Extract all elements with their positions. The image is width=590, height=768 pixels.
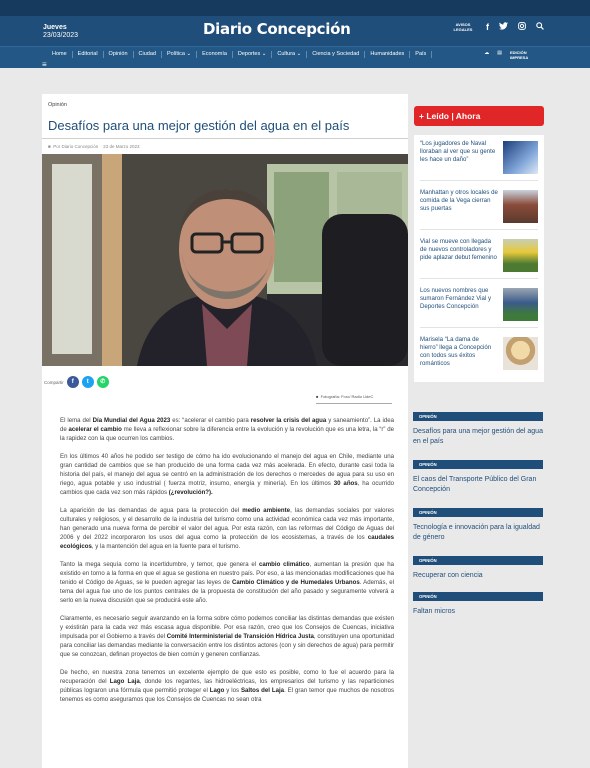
instagram-icon[interactable] — [518, 22, 526, 32]
most-read-header: + Leído | Ahora — [414, 106, 544, 126]
article-paragraph: El lema del Día Mundial del Agua 2023 es: “acelerar el cambio para resolver la crisis del agua y saneamiento”. La idea de acelerar el cambio me lleva a reflexionar sobre la diferencia entre la evolución y la revolución que es una letra, la “r” de la rapidez con la que ocurren los cambios. — [60, 417, 394, 442]
nav-item-editorial[interactable]: Editorial — [73, 51, 104, 58]
most-read-thumbnail[interactable] — [503, 239, 538, 272]
article-byline: ■ Por Diario Concepción 23 de Marzo 2023 — [48, 144, 140, 149]
article-paragraph: La aparición de las demandas de agua para la protección del medio ambiente, las demandas sociales por valores culturales y religiosos, y el desarrollo de la industria del turismo como una actividad económica cada vez más importante, han generado una nueva forma de percibir el valor del agua. Por esta razón, con las reformas del Código de Aguas del 2006 y del 2022 incorporaron los usos del agua como la protección de los ecosistemas, a través de los caudales ecológicos, y la mantención del agua en la fuente para el turismo. — [60, 507, 395, 550]
share-bar — [44, 376, 109, 388]
article-photo — [42, 154, 408, 366]
chevron-down-icon: ⌄ — [295, 51, 302, 57]
most-read-title[interactable]: Marisela “La dama de hierro” llega a Concepción con todos sus éxitos románticos — [420, 336, 492, 367]
facebook-share-icon[interactable]: f — [67, 376, 79, 388]
article-paragraph: De hecho, en nuestra zona tenemos un excelente ejemplo de que esto es posible, como lo fue el acuerdo para la recuperación del Lago Laja, donde los regantes, las hidroeléctricas, los empresarios del turismo y las reparticiones públicas lograron una fórmula que permitió proteger el Lago y los Saltos del Laja. El gran temor que muchos de nosotros tenemos es como aseguramos que los Consejos de Cuencas no sean otra — [60, 669, 395, 703]
most-read-thumbnail[interactable] — [503, 288, 538, 321]
opinion-item[interactable] — [413, 549, 544, 585]
most-read-thumbnail[interactable] — [503, 190, 538, 223]
nav-items — [47, 51, 432, 58]
divider — [316, 403, 392, 404]
opinion-title[interactable]: El caos del Transporte Público del Gran Concepción — [413, 476, 537, 493]
most-read-item[interactable] — [420, 282, 538, 328]
article-paragraph: Tanto la mega sequía como la incertidumbre, y temor, que genera el cambio climático, aumentan la presión que ha existido en torno a la forma en que el agua se gestiona en nuestro país. Por eso, a las mencionadas modificaciones que ha tenido el Código de Aguas, se le pueden agregar las leyes de Cambio Climático y de Humedales Urbanos. Además, el tema del agua fue uno de los puntos centrales de la propuesta de constitución del año pasado y seguramente volverá a serlo en la nueva discusión que se producirá este año. — [60, 561, 395, 604]
opinion-tag: OPINIÓN — [413, 508, 543, 517]
article-body — [60, 416, 394, 713]
header-top-strip — [0, 0, 590, 16]
nav-item-opinión[interactable]: Opinión — [104, 51, 134, 58]
opinion-title[interactable]: Recuperar con ciencia — [413, 572, 483, 579]
opinion-tag: OPINIÓN — [413, 592, 543, 601]
article-title: Desafíos para una mejor gestión del agua en el país — [48, 118, 350, 133]
opinion-title[interactable]: Faltan micros — [413, 608, 456, 615]
opinion-tag: OPINIÓN — [413, 460, 543, 469]
most-read-title[interactable]: Manhattan y otros locales de comida de la Vega cierran sus puertas — [420, 189, 498, 212]
most-read-thumbnail[interactable] — [503, 337, 538, 370]
article-section[interactable]: Opinión — [48, 102, 67, 108]
most-read-item[interactable] — [420, 233, 538, 279]
edicion-impresa-link[interactable]: EDICIÓN IMPRESA — [510, 50, 529, 60]
nav-item-ciencia-y-sociedad[interactable]: Ciencia y Sociedad — [307, 51, 365, 58]
nav-item-política[interactable]: Política ⌄ — [162, 51, 197, 58]
article-paragraph: En los últimos 40 años he podido ser testigo de cómo ha ido evolucionando el manejo del agua en Chile, mediante una gran cantidad de cambios que se han producido de una forma cada vez más acelerada. En efecto, durante casi toda la historia del país, el manejo del agua se centró en la administración de los derechos o mercedes de agua para su uso en riego, agua potable y uso industrial ( fuerza motriz, insumo, energía y minería). En los últimos 30 años, ha ocurrido cambios que cada vez son más rápidos (¿revolución?). — [60, 453, 395, 496]
header-date — [43, 24, 78, 40]
nav-right — [484, 50, 532, 60]
main-nav — [0, 46, 590, 68]
divider — [42, 138, 408, 139]
weather-icon[interactable]: ☁ — [484, 50, 490, 56]
nav-item-humanidades[interactable]: Humanidades — [365, 51, 410, 58]
nav-item-home[interactable]: Home — [47, 51, 73, 58]
nav-item-país[interactable]: País — [410, 51, 432, 58]
article-container — [42, 94, 408, 768]
most-read-title[interactable]: “Los jugadores de Naval lloraban al ver que su gente les hace un daño” — [420, 140, 496, 163]
nav-item-cultura[interactable]: Cultura ⌄ — [272, 51, 307, 58]
article-author: Por Diario Concepción — [53, 144, 99, 149]
opinion-item[interactable] — [413, 453, 544, 501]
chevron-down-icon: ⌄ — [185, 51, 192, 57]
twitter-icon[interactable] — [499, 22, 508, 32]
opinion-list — [413, 405, 544, 633]
nav-item-economía[interactable]: Economía — [197, 51, 233, 58]
opinion-tag: OPINIÓN — [413, 412, 543, 421]
opinion-tag: OPINIÓN — [413, 556, 543, 565]
whatsapp-share-icon[interactable]: ✆ — [97, 376, 109, 388]
photo-credit-text: Fotografía: Foro/ Radio UdeC — [320, 394, 374, 399]
photo-credit: ■ Fotografía: Foro/ Radio UdeC — [316, 394, 374, 399]
most-read-title[interactable]: Los nuevos nombres que sumaron Fernández Vial y Deportes Concepción — [420, 287, 492, 310]
share-label: Compartir — [44, 379, 64, 385]
most-read-thumbnail[interactable] — [503, 141, 538, 174]
opinion-title[interactable]: Tecnología e innovación para la igualdad de género — [413, 524, 540, 541]
nav-item-ciudad[interactable]: Ciudad — [134, 51, 162, 58]
most-read-item[interactable] — [420, 184, 538, 230]
opinion-item[interactable] — [413, 405, 544, 453]
most-read-item[interactable] — [420, 331, 538, 377]
chevron-down-icon: ⌄ — [260, 51, 267, 57]
header-day: Jueves — [43, 24, 67, 31]
facebook-icon[interactable]: f — [486, 22, 489, 32]
header-date-value: 23/03/2023 — [43, 32, 79, 39]
opinion-title[interactable]: Desafíos para una mejor gestión del agua en el país — [413, 428, 543, 445]
opinion-item[interactable] — [413, 585, 544, 633]
nav-item-deportes[interactable]: Deportes ⌄ — [233, 51, 272, 58]
site-header — [0, 0, 590, 46]
menu-icon[interactable]: ≡ — [42, 60, 47, 69]
twitter-share-icon[interactable]: t — [82, 376, 94, 388]
most-read-list — [414, 135, 544, 382]
newspaper-icon[interactable]: ▤ — [497, 50, 502, 56]
opinion-item[interactable] — [413, 501, 544, 549]
avisos-legales-button[interactable]: AVISOS LEGALES — [453, 22, 473, 32]
most-read-title[interactable]: Vial se mueve con llegada de nuevos controladores y pide aplazar debut femenino — [420, 238, 497, 261]
header-icons — [450, 22, 544, 32]
search-icon[interactable] — [536, 22, 544, 32]
most-read-item[interactable] — [420, 135, 538, 181]
article-paragraph: Claramente, es necesario seguir avanzando en la forma sobre cómo podemos conciliar las distintas demandas que existen y existirán para la cada vez más escasa agua disponible. Por esa razón, creo que los Consejos de Cuencas, iniciativa impulsada por el Gobierno a través del Comité Interministerial de Transición Hídrica Justa, constituyen una oportunidad para conciliar las demandas mediante la conversación entre los distintos actores (con y sin derechos de agua) para permitir que se conozcan, definan proyectos de bien común y generen confianzas. — [60, 615, 394, 658]
site-logo[interactable]: Diario Concepción — [203, 20, 351, 38]
article-date: 23 de Marzo 2023 — [103, 144, 140, 149]
